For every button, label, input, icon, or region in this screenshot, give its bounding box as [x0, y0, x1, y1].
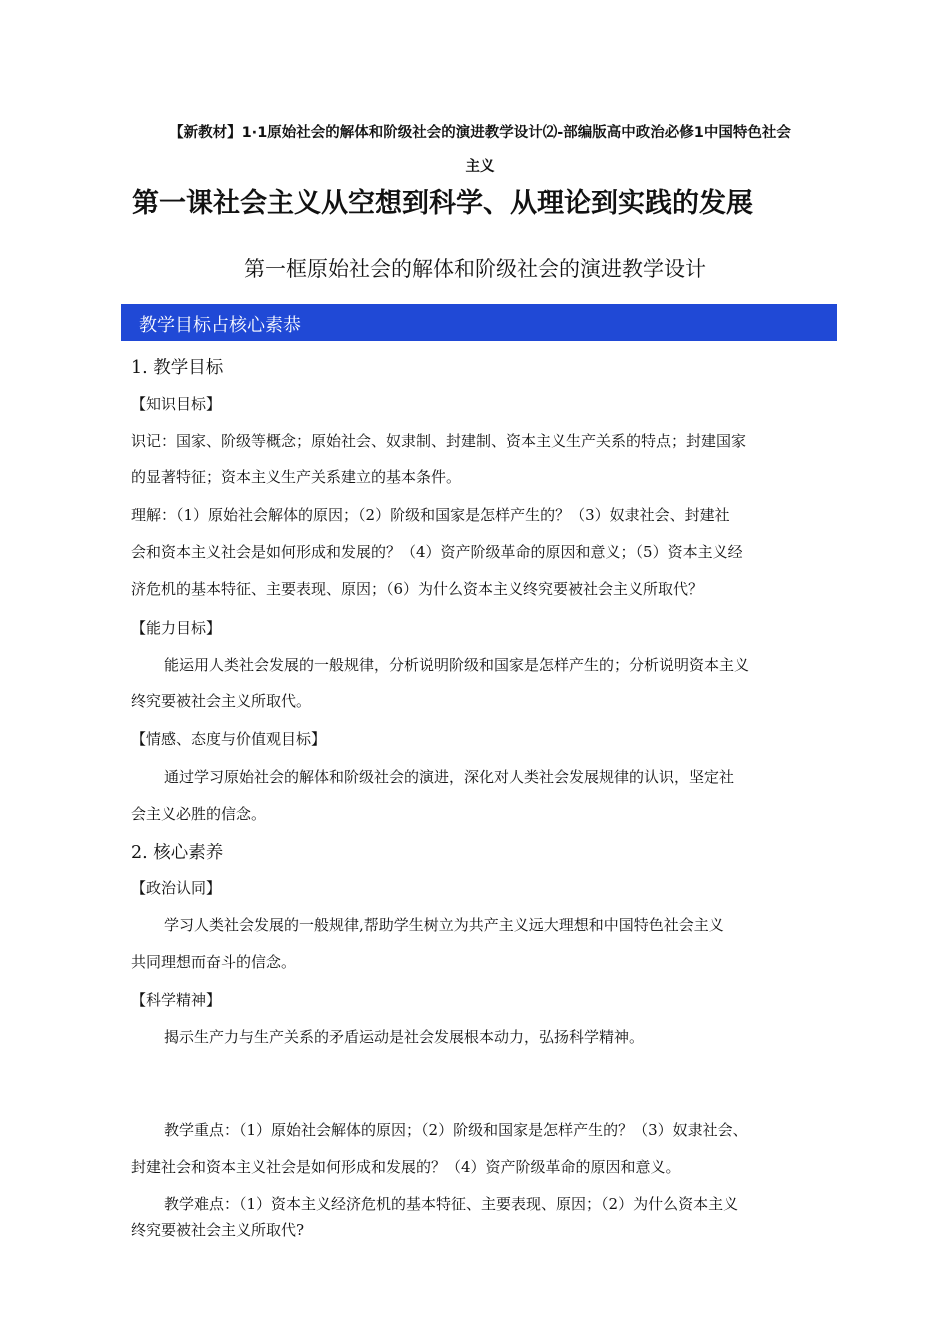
emotion-goal-label: 【情感、态度与价值观目标】	[131, 730, 327, 748]
understand-text-line2: 会和资本主义社会是如何形成和发展的？（4）资产阶级革命的原因和意义；（5）资本主义经	[131, 543, 743, 561]
goals-heading: 1. 教学目标	[131, 358, 224, 378]
difficulty-text-line2: 终究要被社会主义所取代?	[131, 1221, 305, 1239]
understand-text-line3: 济危机的基本特征、主要表现、原因；（6）为什么资本主义终究要被社会主义所取代？	[131, 580, 704, 598]
document-title-line1: 【新教材】1·1原始社会的解体和阶级社会的演进教学设计⑵-部编版高中政治必修1中国特色社会	[169, 125, 791, 141]
lesson-title: 第一课社会主义从空想到科学、从理论到实践的发展	[132, 188, 753, 219]
understand-text-line1: 理解：（1）原始社会解体的原因；（2）阶级和国家是怎样产生的？（3）奴隶社会、封建社	[131, 506, 730, 524]
document-title	[120, 116, 840, 184]
focus-text-line1: 教学重点：（1）原始社会解体的原因；（2）阶级和国家是怎样产生的？（3）奴隶社会、	[164, 1121, 748, 1139]
recall-text-line2: 的显著特征；资本主义生产关系建立的基本条件。	[131, 468, 462, 486]
science-label: 【科学精神】	[131, 991, 222, 1009]
political-label: 【政治认同】	[131, 879, 222, 897]
science-text-line1: 揭示生产力与生产关系的矛盾运动是社会发展根本动力，弘扬科学精神。	[164, 1028, 645, 1046]
knowledge-goal-label: 【知识目标】	[131, 395, 222, 413]
ability-text-line2: 终究要被社会主义所取代。	[131, 692, 312, 710]
emotion-text-line1: 通过学习原始社会的解体和阶级社会的演进，深化对人类社会发展规律的认识，坚定社	[164, 768, 735, 786]
difficulty-text-line1: 教学难点：（1）资本主义经济危机的基本特征、主要表现、原因；（2）为什么资本主义	[164, 1195, 739, 1213]
political-text-line1: 学习人类社会发展的一般规律,帮助学生树立为共产主义远大理想和中国特色社会主义	[164, 916, 724, 934]
literacy-heading: 2. 核心素养	[131, 843, 224, 863]
focus-text-line2: 封建社会和资本主义社会是如何形成和发展的？（4）资产阶级革命的原因和意义。	[131, 1158, 681, 1176]
recall-text-line1: 识记：国家、阶级等概念；原始社会、奴隶制、封建制、资本主义生产关系的特点；封建国家	[131, 432, 747, 450]
ability-text-line1: 能运用人类社会发展的一般规律，分析说明阶级和国家是怎样产生的；分析说明资本主义	[164, 656, 750, 674]
document-title-line2: 主义	[465, 159, 495, 175]
emotion-text-line2: 会主义必胜的信念。	[131, 805, 267, 823]
ability-goal-label: 【能力目标】	[131, 619, 222, 637]
section-banner	[121, 304, 837, 341]
political-text-line2: 共同理想而奋斗的信念。	[131, 953, 297, 971]
section-banner-label: 教学目标占核心素恭	[139, 315, 301, 336]
section-title: 第一框原始社会的解体和阶级社会的演进教学设计	[244, 257, 706, 281]
